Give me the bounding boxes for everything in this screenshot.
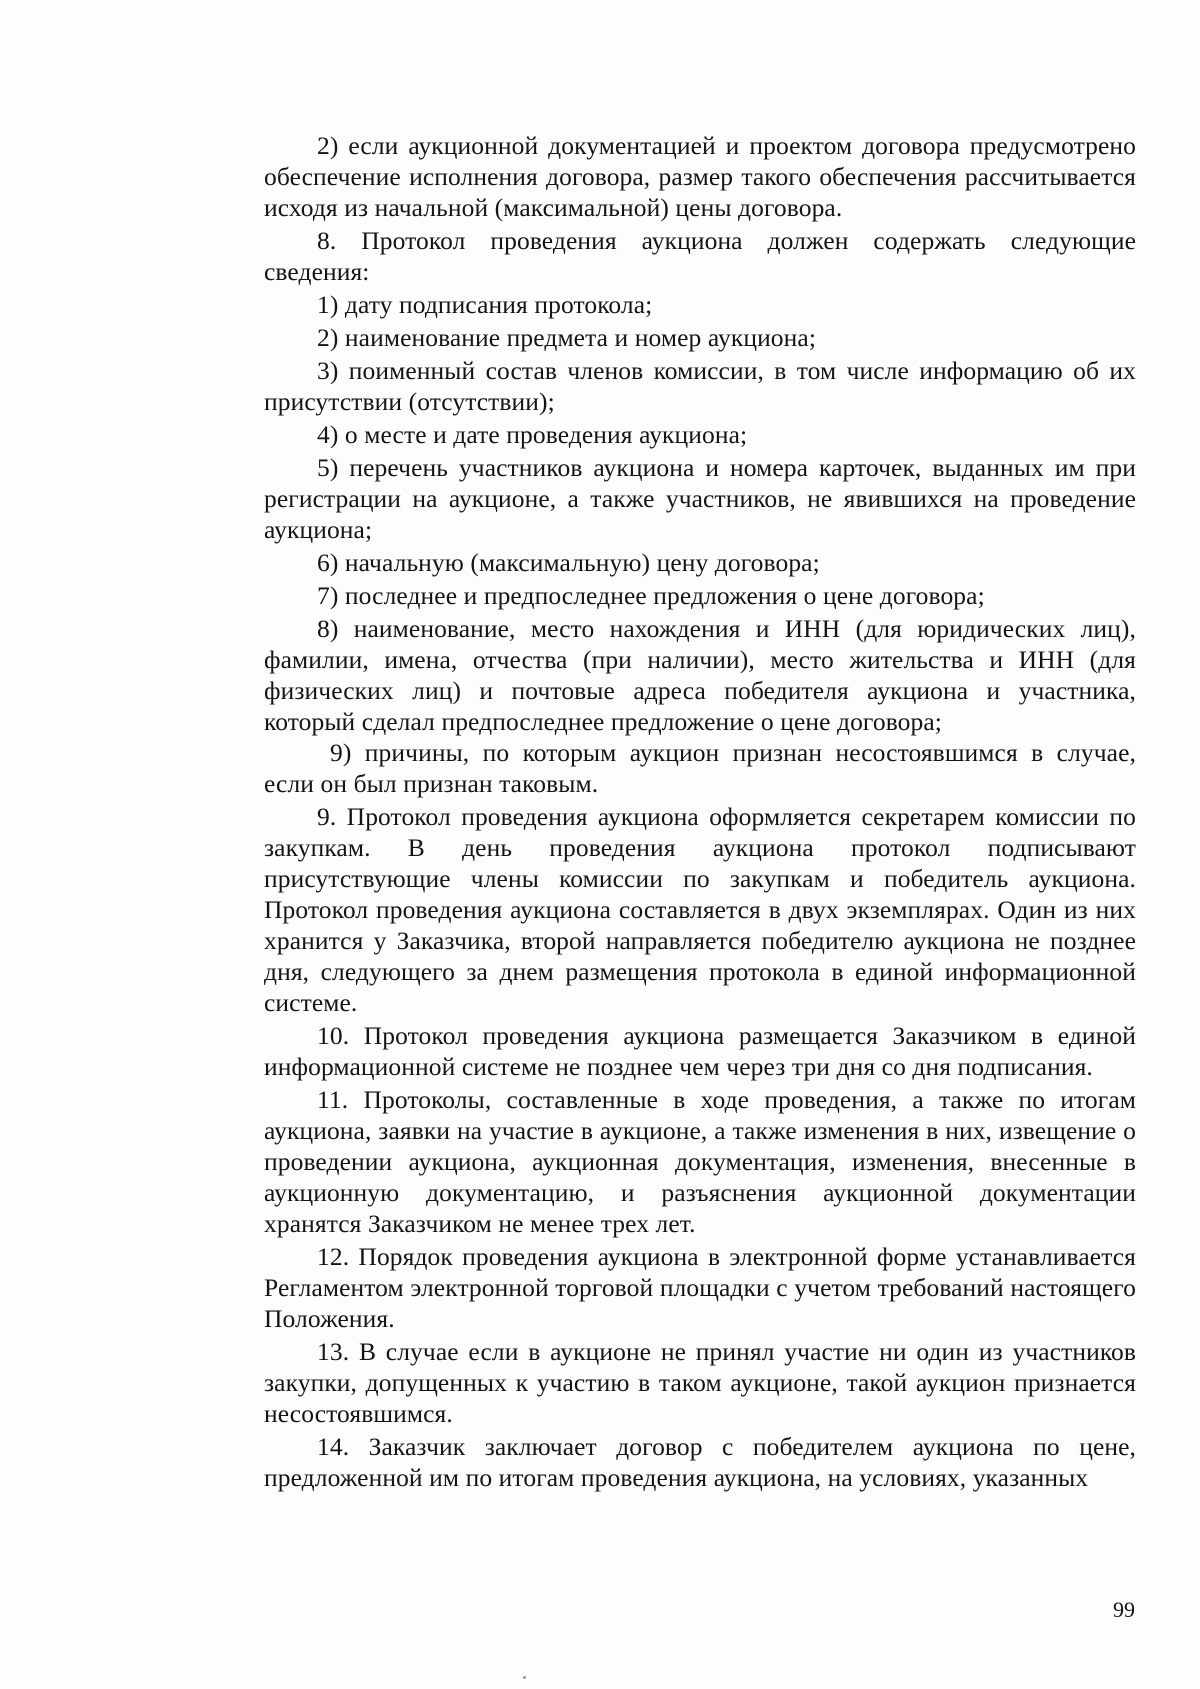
list-item-9: 9) причины, по которым аукцион признан несостоявшимся в случае, если он был признан таковым. xyxy=(264,738,1136,798)
list-item-4: 4) о месте и дате проведения аукциона; xyxy=(317,420,748,449)
list-item-3: 3) поименный состав членов комиссии, в том числе информацию об их присутствии (отсутствии); xyxy=(264,356,1136,416)
paragraph-section-13: 13. В случае если в аукционе не принял участие ни один из участников закупки, допущенных к участию в таком аукционе, такой аукцион признается несостоявшимся. xyxy=(264,1337,1136,1428)
list-item-2: 2) наименование предмета и номер аукциона; xyxy=(317,323,817,352)
list-item-6: 6) начальную (максимальную) цену договора; xyxy=(317,548,820,577)
paragraph-section-10: 10. Протокол проведения аукциона размещается Заказчиком в единой информационной системе не позднее чем через три дня со дня подписания. xyxy=(264,1021,1136,1081)
list-item-7: 7) последнее и предпоследнее предложения о цене договора; xyxy=(317,581,985,610)
scan-speck xyxy=(523,1676,526,1679)
list-item-1: 1) дату подписания протокола; xyxy=(317,290,653,319)
paragraph-section-14: 14. Заказчик заключает договор с победителем аукциона по цене, предложенной им по итогам проведения аукциона, на условиях, указанных xyxy=(264,1432,1136,1492)
page-number: 99 xyxy=(1113,1597,1135,1622)
list-item-5: 5) перечень участников аукциона и номера карточек, выданных им при регистрации на аукционе, а также участников, не явившихся на проведение аукциона; xyxy=(264,453,1136,544)
paragraph-section-9: 9. Протокол проведения аукциона оформляется секретарем комиссии по закупкам. В день проведения аукциона протокол подписывают присутствующие члены комиссии по закупкам и победитель аукциона. Протокол проведения аукциона составляется в двух экземплярах. Один из них хранится у Заказчика, второй направляется победителю аукциона не позднее дня, следующего за днем размещения протокола в единой информационной системе. xyxy=(264,802,1136,1017)
paragraph-security-2: 2) если аукционной документацией и проектом договора предусмотрено обеспечение исполнения договора, размер такого обеспечения рассчитывается исходя из начальной (максимальной) цены договора. xyxy=(264,131,1136,222)
paragraph-section-12: 12. Порядок проведения аукциона в электронной форме устанавливается Регламентом электронной торговой площадки с учетом требований настоящего Положения. xyxy=(264,1242,1136,1333)
document-body xyxy=(264,130,1136,1495)
paragraph-section-8: 8. Протокол проведения аукциона должен содержать следующие сведения: xyxy=(264,226,1136,286)
paragraph-section-11: 11. Протоколы, составленные в ходе проведения, а также по итогам аукциона, заявки на участие в аукционе, а также изменения в них, извещение о проведении аукциона, аукционная документация, изменения, внесенные в аукционную документацию, и разъяснения аукционной документации хранятся Заказчиком не менее трех лет. xyxy=(264,1085,1136,1238)
list-item-8: 8) наименование, место нахождения и ИНН (для юридических лиц), фамилии, имена, отчества (при наличии), место жительства и ИНН (для физических лиц) и почтовые адреса победителя аукциона и участника, который сделал предпоследнее предложение о цене договора; xyxy=(264,614,1136,736)
